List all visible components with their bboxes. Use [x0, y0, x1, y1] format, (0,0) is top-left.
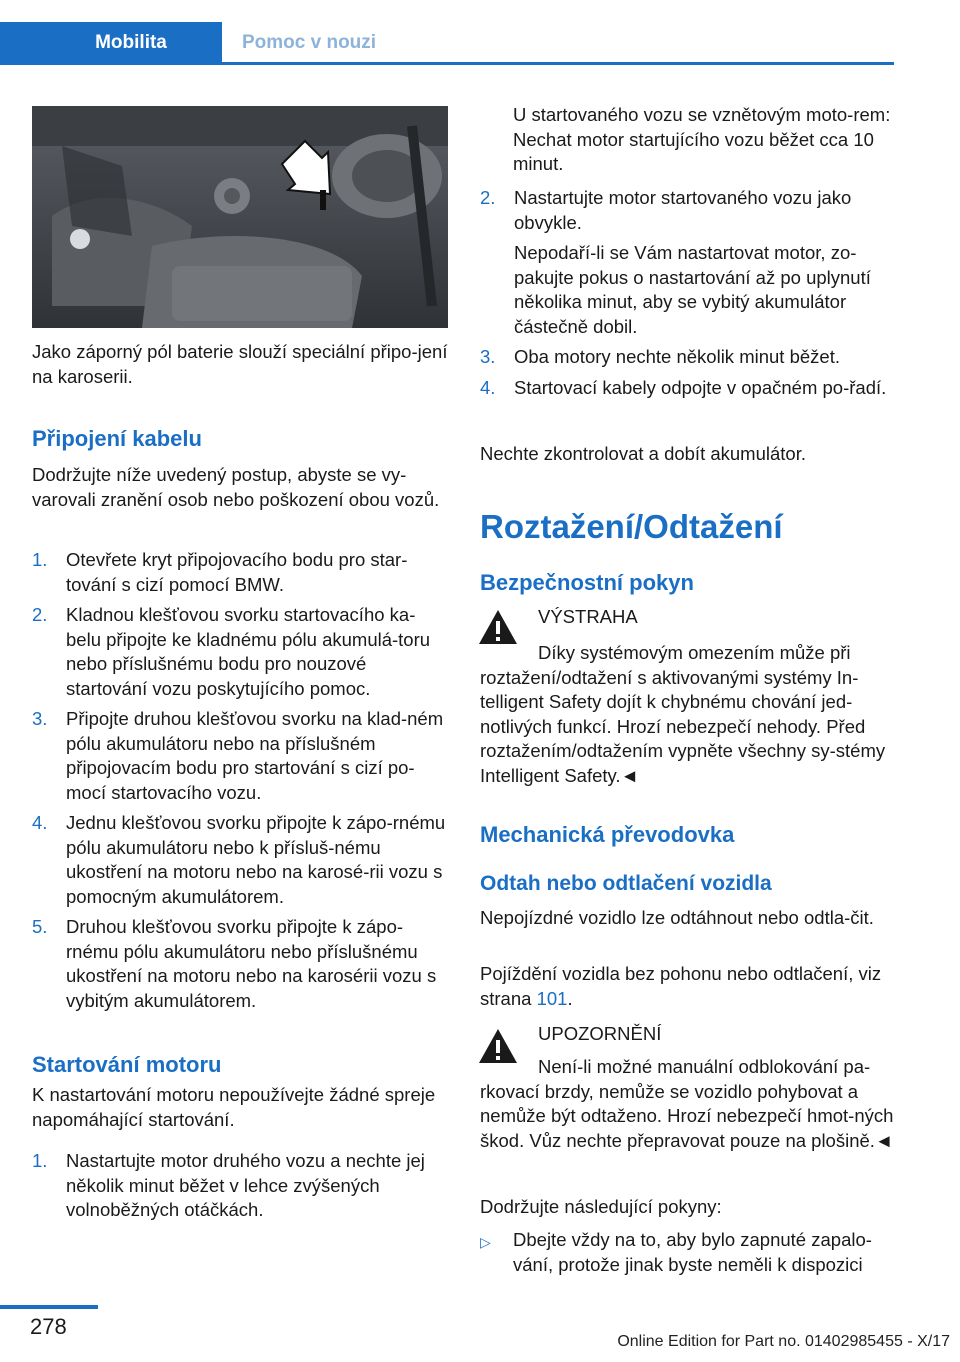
manual-p1: Nepojízdné vozidlo lze odtáhnout nebo odtla-čit.: [480, 907, 874, 928]
edition-note: Online Edition for Part no. 01402985455 - X/17: [617, 1333, 950, 1350]
step-extra: Nepodaří-li se Vám nastartovat motor, zo-pakujte pokus o nastartování až po uplynutí několika minut, aby se vybitý akumulátor částečně dobil.: [514, 242, 871, 337]
step-number: 2.: [480, 187, 496, 208]
heading-bezpecnostni-pokyn: Bezpečnostní pokyn: [480, 570, 694, 595]
caution-text: Není-li možné manuální odblokování pa-rkovací brzdy, nemůže se vozidlo pohybovat a nemůže být odtaženo. Hrozí nebezpečí hmot-ných škod. Vůz nechte přepravovat pouze na plošině.◄: [480, 1056, 894, 1151]
photo-caption: Jako záporný pól baterie slouží speciální připo-jení na karoserii.: [32, 341, 448, 387]
step-text: Nastartujte motor startovaného vozu jako obvykle.: [514, 187, 852, 233]
bullet-text: Dbejte vždy na to, aby bylo zapnuté zapalo-vání, protože jinak byste neměli k dispozici: [513, 1229, 872, 1275]
step-text: Nastartujte motor druhého vozu a nechte jej několik minut běžet v lehce zvýšených volnoběžných otáčkách.: [66, 1150, 425, 1220]
warning-icon: [478, 609, 518, 645]
page-link-101[interactable]: 101: [536, 987, 568, 1009]
list-item: [32, 915, 448, 1013]
step-text: Jednu klešťovou svorku připojte k zápo-rnému pólu akumulátoru nebo k přísluš-nému ukostření na motoru nebo na karosé-rii vozu s pomocným akumulátorem.: [66, 812, 446, 907]
list-item: [32, 811, 448, 909]
step-text: Startovací kabely odpojte v opačném po-řadí.: [514, 376, 887, 398]
tab-mobilita-label: Mobilita: [95, 32, 167, 53]
step-number: 3.: [480, 346, 496, 367]
step-text: Oba motory nechte několik minut běžet.: [514, 346, 840, 367]
step-number: 5.: [32, 916, 48, 937]
tab-pomoc-label: Pomoc v nouzi: [242, 32, 377, 53]
heading-startovani-motoru: Startování motoru: [32, 1052, 222, 1077]
tab-mobilita[interactable]: [40, 22, 222, 64]
bullet-triangle-icon: ▷: [480, 1234, 491, 1250]
step-text: Připojte druhou klešťovou svorku na klad-ném pólu akumulátoru nebo na příslušném připojovacím bodu pro startování s cizí po-mocí startovacího vozu.: [66, 708, 444, 803]
list-item: [480, 376, 895, 401]
header-divider: [0, 62, 894, 65]
connect-steps: [32, 548, 448, 1013]
header-accent-block: [0, 22, 40, 64]
instructions-text: Dodržujte následující pokyny:: [480, 1196, 722, 1217]
step-number: 1.: [32, 1150, 48, 1171]
step-number: 1.: [32, 549, 48, 570]
list-item: [480, 345, 895, 370]
warning-label: VÝSTRAHA: [538, 606, 638, 627]
engine-bay-photo: [32, 106, 448, 328]
heading-roztazeni-odtazeni: Roztažení/Odtažení: [480, 508, 783, 545]
manual-p2-text: Pojíždění vozidla bez pohonu nebo odtlačení, viz strana: [480, 963, 882, 1009]
heading-pripojeni-kabelu: Připojení kabelu: [32, 426, 202, 451]
list-item: [32, 707, 448, 805]
step-number: 2.: [32, 604, 48, 625]
page-number: 278: [30, 1314, 67, 1339]
step-number: 4.: [32, 812, 48, 833]
manual-p2-end: .: [567, 987, 573, 1009]
step-number: 3.: [32, 708, 48, 729]
after-steps-text: Nechte zkontrolovat a dobít akumulátor.: [480, 443, 806, 464]
start-intro: K nastartování motoru nepoužívejte žádné spreje napomáhající startování.: [32, 1084, 436, 1130]
list-item: [32, 548, 448, 597]
step-text: Kladnou klešťovou svorku startovacího ka-belu připojte ke kladnému pólu akumulá-toru nebo příslušnému bodu pro nouzové startování vozu poskytujícího pomoc.: [66, 604, 431, 699]
start-steps: [32, 1149, 448, 1223]
list-item: [480, 186, 895, 339]
manual-p2: [480, 962, 895, 1011]
heading-mechanicka-prevodovka: Mechanická převodovka: [480, 822, 735, 847]
step-number: 4.: [480, 376, 496, 398]
list-item: [32, 1149, 448, 1223]
connect-intro: Dodržujte níže uvedený postup, abyste se vy-varovali zranění osob nebo poškození obou vozů.: [32, 464, 440, 510]
step-text: Otevřete kryt připojovacího bodu pro star-tování s cizí pomocí BMW.: [66, 549, 408, 595]
footer-accent-line: [0, 1305, 98, 1309]
start-steps-cont: [480, 186, 895, 400]
tab-pomoc-v-nouzi[interactable]: [222, 22, 894, 64]
start-continued: U startovaného vozu se vznětovým moto-rem: Nechat motor startujícího vozu běžet cca 10 minut.: [513, 104, 891, 174]
warning-text: Díky systémovým omezením může při roztažení/odtažení s aktivovanými systémy In-telligent Safety dojít k chybnému chování jed-notlivých funkcí. Hrozí nebezpečí nehody. Před roztažením/odtažením vypněte všechny sy-stémy Intelligent Safety.◄: [480, 642, 886, 786]
heading-odtah: Odtah nebo odtlačení vozidla: [480, 872, 772, 895]
list-item: [32, 603, 448, 701]
list-item: [480, 1228, 895, 1277]
caution-label: UPOZORNĚNÍ: [538, 1023, 662, 1044]
step-text: Druhou klešťovou svorku připojte k zápo-rnému pólu akumulátoru nebo příslušnému ukostření na motoru nebo na karosérii vozu s vybitým akumulátorem.: [66, 916, 437, 1011]
